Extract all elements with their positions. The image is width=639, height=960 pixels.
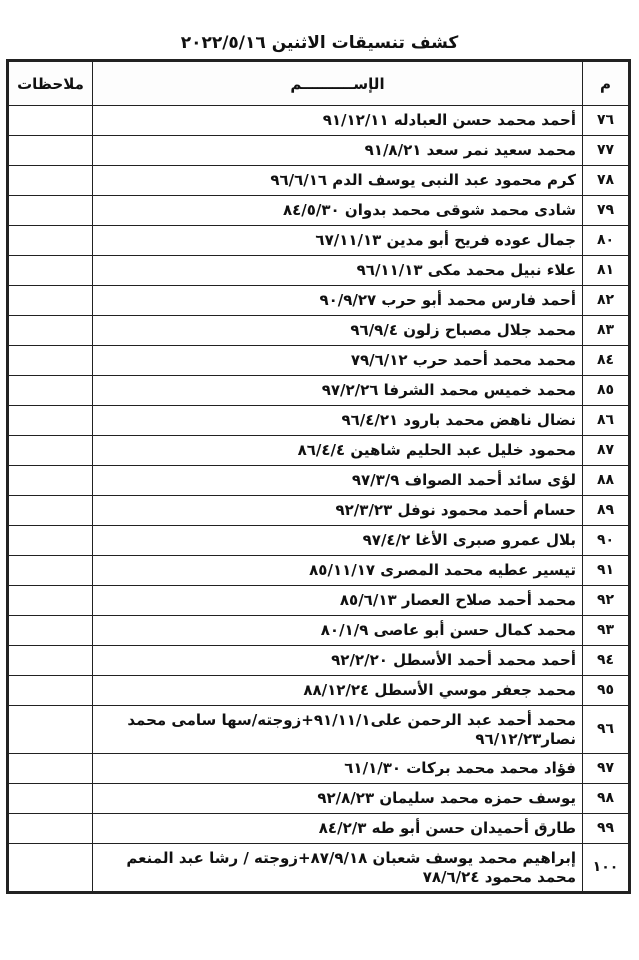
row-name-cell: نضال ناهض محمد بارود ٩٦/٤/٢١ — [93, 406, 583, 436]
row-notes-cell — [9, 676, 93, 706]
table-row — [9, 226, 629, 256]
row-name-cell: محمود خليل عبد الحليم شاهين ٨٦/٤/٤ — [93, 436, 583, 466]
table-row — [9, 526, 629, 556]
row-name-cell: محمد أحمد عبد الرحمن على٩١/١١/١+زوجته/سها سامى محمد نصار٩٦/١٢/٢٣ — [93, 706, 583, 754]
row-number-cell: ٨٩ — [583, 496, 629, 526]
row-notes-cell — [9, 706, 93, 754]
row-notes-cell — [9, 316, 93, 346]
table-row — [9, 754, 629, 784]
page-title: كشف تنسيقات الاثنين ٢٠٢٢/٥/١٦ — [180, 33, 459, 53]
row-notes-cell — [9, 466, 93, 496]
table-row — [9, 496, 629, 526]
table-row — [9, 844, 629, 892]
row-number-cell: ٩٤ — [583, 646, 629, 676]
table-row — [9, 646, 629, 676]
row-number-cell: ٨٠ — [583, 226, 629, 256]
table-row — [9, 106, 629, 136]
row-notes-cell — [9, 106, 93, 136]
table-row — [9, 316, 629, 346]
table-row — [9, 586, 629, 616]
row-name-cell: إبراهيم محمد يوسف شعبان ٨٧/٩/١٨+زوجته / رشا عبد المنعم محمد محمود ٧٨/٦/٢٤ — [93, 844, 583, 892]
row-number-cell: ٩٢ — [583, 586, 629, 616]
table-row — [9, 616, 629, 646]
table-row — [9, 676, 629, 706]
row-name-cell: يوسف حمزه محمد سليمان ٩٢/٨/٢٣ — [93, 784, 583, 814]
table-row — [9, 256, 629, 286]
header-notes: ملاحظات — [9, 62, 93, 106]
table-row — [9, 376, 629, 406]
row-number-cell: ٨٢ — [583, 286, 629, 316]
row-number-cell: ٨٨ — [583, 466, 629, 496]
row-number-cell: ٩٨ — [583, 784, 629, 814]
row-notes-cell — [9, 376, 93, 406]
row-name-cell: محمد خميس محمد الشرفا ٩٧/٢/٢٦ — [93, 376, 583, 406]
table-row — [9, 196, 629, 226]
row-notes-cell — [9, 586, 93, 616]
row-number-cell: ٩٣ — [583, 616, 629, 646]
row-notes-cell — [9, 256, 93, 286]
row-number-cell: ٩٦ — [583, 706, 629, 754]
header-number: م — [583, 62, 629, 106]
row-number-cell: ٨٤ — [583, 346, 629, 376]
row-name-cell: كرم محمود عبد النبى يوسف الدم ٩٦/٦/١٦ — [93, 166, 583, 196]
table-row — [9, 406, 629, 436]
row-name-cell: محمد كمال حسن أبو عاصى ٨٠/١/٩ — [93, 616, 583, 646]
table-row — [9, 346, 629, 376]
row-name-cell: تيسير عطيه محمد المصرى ٨٥/١١/١٧ — [93, 556, 583, 586]
row-notes-cell — [9, 616, 93, 646]
row-name-cell: فؤاد محمد محمد بركات ٦١/١/٣٠ — [93, 754, 583, 784]
table-header-row — [9, 62, 629, 106]
table-row — [9, 814, 629, 844]
row-name-cell: محمد جعفر موسي الأسطل ٨٨/١٢/٢٤ — [93, 676, 583, 706]
row-notes-cell — [9, 346, 93, 376]
row-name-cell: أحمد فارس محمد أبو حرب ٩٠/٩/٢٧ — [93, 286, 583, 316]
row-notes-cell — [9, 286, 93, 316]
row-number-cell: ٩٩ — [583, 814, 629, 844]
row-name-cell: محمد سعيد نمر سعد ٩١/٨/٢١ — [93, 136, 583, 166]
row-name-cell: علاء نبيل محمد مكى ٩٦/١١/١٣ — [93, 256, 583, 286]
row-notes-cell — [9, 436, 93, 466]
row-notes-cell — [9, 844, 93, 892]
table-row — [9, 706, 629, 754]
row-number-cell: ٨١ — [583, 256, 629, 286]
roster-table-frame — [6, 59, 631, 894]
row-number-cell: ٩١ — [583, 556, 629, 586]
row-notes-cell — [9, 784, 93, 814]
row-notes-cell — [9, 136, 93, 166]
row-notes-cell — [9, 526, 93, 556]
row-number-cell: ٧٩ — [583, 196, 629, 226]
row-number-cell: ٧٧ — [583, 136, 629, 166]
table-row — [9, 784, 629, 814]
row-number-cell: ٧٦ — [583, 106, 629, 136]
row-name-cell: محمد أحمد صلاح العصار ٨٥/٦/١٣ — [93, 586, 583, 616]
row-notes-cell — [9, 196, 93, 226]
table-row — [9, 136, 629, 166]
header-name: الإســــــــــم — [93, 62, 583, 106]
row-name-cell: لؤى سائد أحمد الصواف ٩٧/٣/٩ — [93, 466, 583, 496]
row-notes-cell — [9, 646, 93, 676]
row-number-cell: ٩٧ — [583, 754, 629, 784]
roster-table — [8, 61, 629, 892]
row-notes-cell — [9, 814, 93, 844]
row-name-cell: طارق أحميدان حسن أبو طه ٨٤/٢/٣ — [93, 814, 583, 844]
row-number-cell: ٨٧ — [583, 436, 629, 466]
row-name-cell: محمد جلال مصباح زلون ٩٦/٩/٤ — [93, 316, 583, 346]
row-name-cell: حسام أحمد محمود نوفل ٩٢/٣/٢٣ — [93, 496, 583, 526]
table-row — [9, 286, 629, 316]
table-row — [9, 466, 629, 496]
row-number-cell: ٧٨ — [583, 166, 629, 196]
table-row — [9, 436, 629, 466]
table-row — [9, 166, 629, 196]
row-notes-cell — [9, 556, 93, 586]
row-number-cell: ٨٣ — [583, 316, 629, 346]
row-name-cell: أحمد محمد أحمد الأسطل ٩٢/٢/٢٠ — [93, 646, 583, 676]
row-name-cell: أحمد محمد حسن العبادله ٩١/١٢/١١ — [93, 106, 583, 136]
row-number-cell: ٨٦ — [583, 406, 629, 436]
table-body — [9, 106, 629, 892]
row-name-cell: محمد محمد أحمد حرب ٧٩/٦/١٢ — [93, 346, 583, 376]
row-name-cell: جمال عوده فريح أبو مدين ٦٧/١١/١٣ — [93, 226, 583, 256]
row-notes-cell — [9, 406, 93, 436]
row-notes-cell — [9, 166, 93, 196]
table-row — [9, 556, 629, 586]
row-number-cell: ٩٥ — [583, 676, 629, 706]
row-number-cell: ٨٥ — [583, 376, 629, 406]
row-number-cell: ١٠٠ — [583, 844, 629, 892]
row-notes-cell — [9, 226, 93, 256]
row-notes-cell — [9, 754, 93, 784]
row-notes-cell — [9, 496, 93, 526]
row-name-cell: شادى محمد شوقى محمد بدوان ٨٤/٥/٣٠ — [93, 196, 583, 226]
row-number-cell: ٩٠ — [583, 526, 629, 556]
row-name-cell: بلال عمرو صبرى الأغا ٩٧/٤/٢ — [93, 526, 583, 556]
